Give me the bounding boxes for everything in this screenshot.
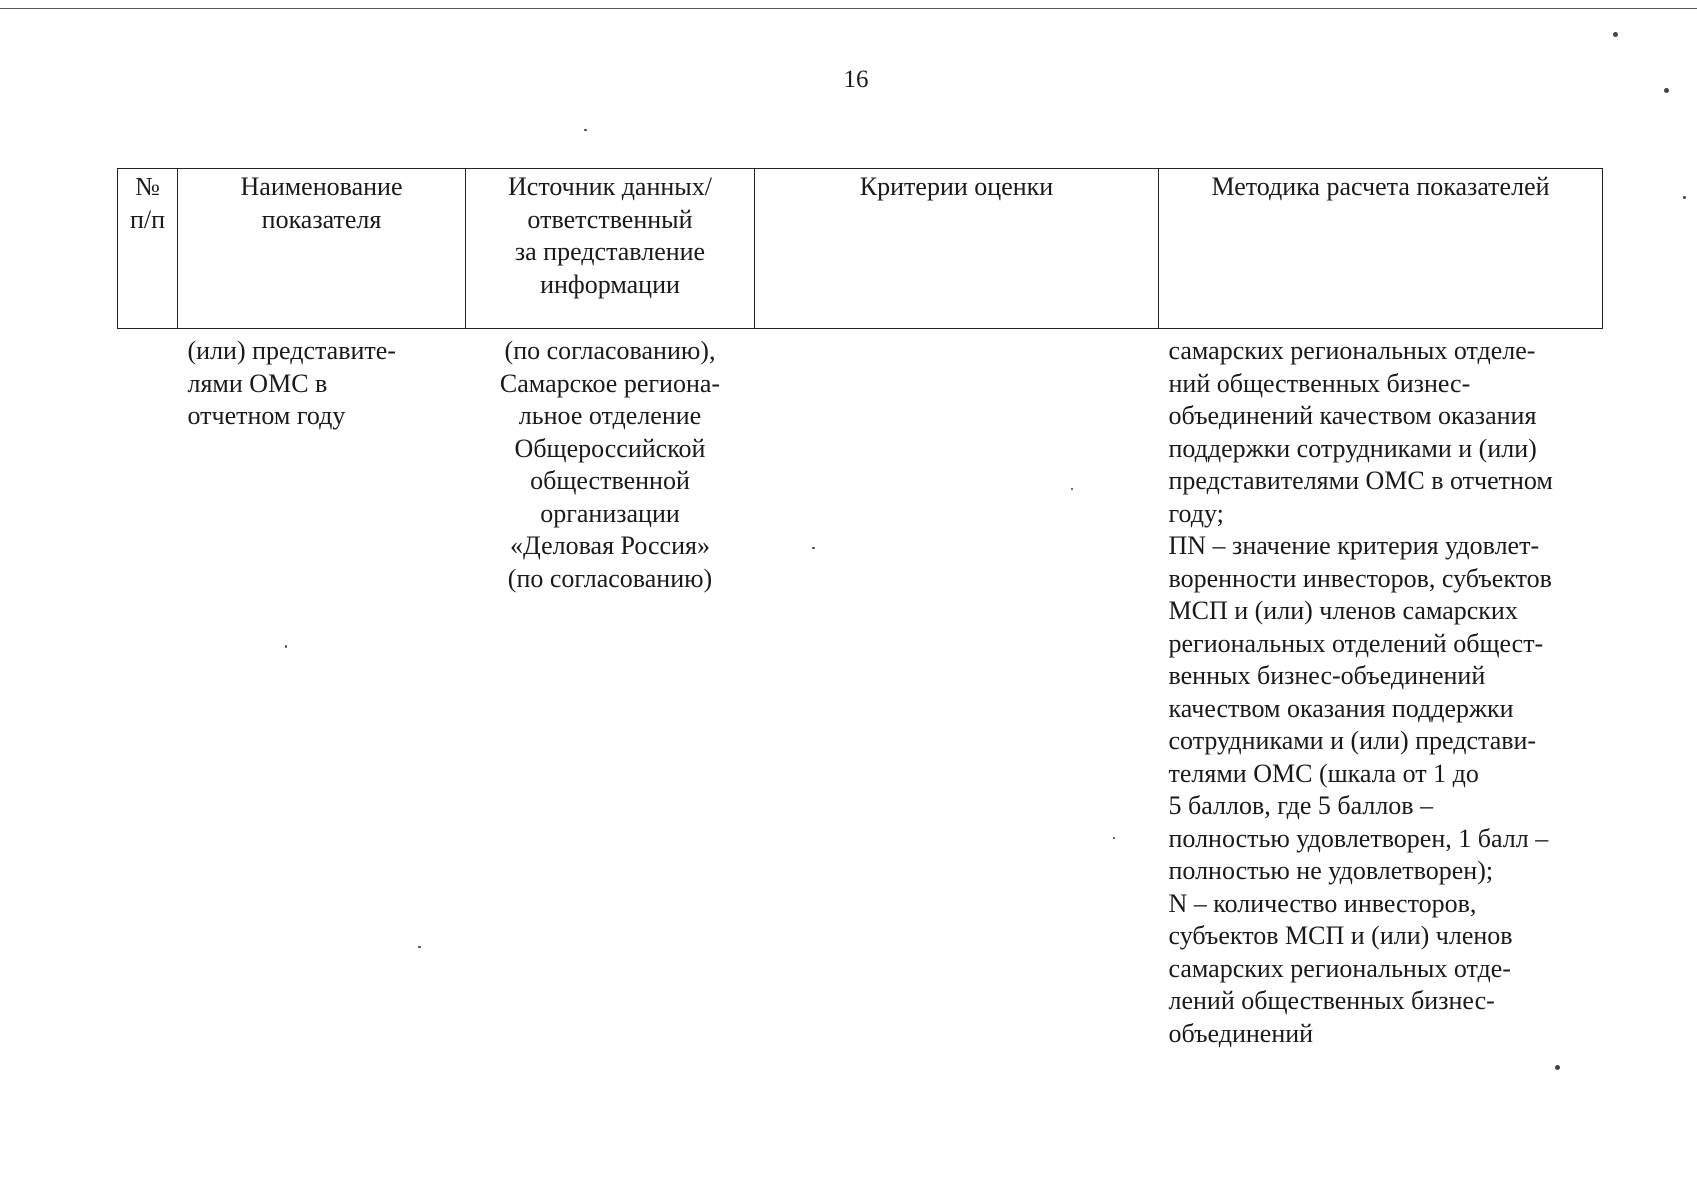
cell-name-line: лями ОМС в bbox=[187, 368, 328, 398]
scan-speck bbox=[1071, 488, 1073, 490]
cell-method-line: венных бизнес-объединений bbox=[1168, 661, 1486, 690]
header-source-line: за представление bbox=[514, 237, 706, 266]
header-num bbox=[118, 169, 178, 329]
table-header bbox=[118, 169, 1603, 329]
cell-method-line: представителями ОМС в отчетном bbox=[1168, 466, 1553, 495]
cell-method-line: самарских региональных отделе- bbox=[1168, 336, 1536, 365]
cell-method-line: объединений качеством оказания bbox=[1168, 401, 1537, 430]
scan-speck bbox=[418, 946, 421, 948]
cell-method bbox=[1159, 329, 1603, 1051]
header-source-line: информации bbox=[540, 269, 680, 299]
cell-method-line: ПN – значение критерия удовлет- bbox=[1168, 531, 1540, 560]
cell-source bbox=[466, 329, 755, 1051]
cell-method-line: качеством оказания поддержки bbox=[1168, 693, 1514, 723]
cell-name bbox=[178, 329, 466, 1051]
cell-source-line: льное отделение bbox=[518, 401, 702, 430]
scan-speck bbox=[1113, 837, 1115, 839]
cell-method-line: региональных отделений общест- bbox=[1168, 628, 1544, 658]
cell-method-line: воренности инвесторов, субъектов bbox=[1168, 563, 1552, 593]
header-source-line: Источник данных/ bbox=[508, 172, 712, 201]
scan-speck bbox=[812, 547, 815, 549]
header-source bbox=[466, 169, 755, 329]
cell-method-line: субъектов МСП и (или) членов bbox=[1168, 921, 1513, 950]
table-body bbox=[118, 329, 1603, 1051]
header-method-line: Методика расчета показателей bbox=[1211, 172, 1550, 201]
cell-method-line: поддержки сотрудниками и (или) bbox=[1168, 433, 1537, 463]
header-name bbox=[178, 169, 466, 329]
scan-speck bbox=[584, 129, 587, 131]
cell-method-line: сотрудниками и (или) представи- bbox=[1168, 726, 1537, 755]
header-name-line: показателя bbox=[261, 204, 382, 234]
cell-num bbox=[118, 329, 178, 1051]
cell-source-line: (по согласованию), bbox=[504, 336, 716, 365]
header-row bbox=[118, 169, 1603, 329]
cell-source-line: (по согласованию) bbox=[507, 563, 713, 593]
table-row bbox=[118, 329, 1603, 1051]
header-name-line: Наименование bbox=[240, 172, 403, 201]
cell-method-line: самарских региональных отде- bbox=[1168, 953, 1511, 983]
header-num-line: № bbox=[135, 172, 160, 201]
cell-method-line: полностью не удовлетворен); bbox=[1168, 856, 1494, 885]
scan-top-border-line bbox=[0, 8, 1697, 9]
cell-method-line: N – количество инвесторов, bbox=[1168, 888, 1477, 918]
header-criteria-line: Критерии оценки bbox=[859, 172, 1054, 201]
scan-speck bbox=[1555, 1065, 1560, 1070]
cell-name-line: отчетном году bbox=[187, 401, 346, 430]
cell-criteria bbox=[755, 329, 1159, 1051]
cell-method-line: полностью удовлетворен, 1 балл – bbox=[1168, 823, 1549, 853]
cell-source-line: Самарское региона- bbox=[499, 368, 721, 398]
header-source-line: ответственный bbox=[527, 204, 693, 234]
page-number: 16 bbox=[843, 66, 869, 93]
cell-method-line: телями ОМС (шкала от 1 до bbox=[1168, 758, 1479, 788]
cell-source-line: Общероссийской bbox=[514, 433, 706, 463]
cell-method-line: лений общественных бизнес- bbox=[1168, 986, 1495, 1015]
cell-name-line: (или) представите- bbox=[187, 336, 396, 365]
scan-speck bbox=[1613, 32, 1618, 37]
cell-method-line: МСП и (или) членов самарских bbox=[1168, 596, 1518, 625]
indicators-table bbox=[117, 168, 1603, 1050]
cell-method-line: объединений bbox=[1168, 1018, 1314, 1048]
cell-method-line: 5 баллов, где 5 баллов – bbox=[1168, 791, 1434, 820]
scan-speck bbox=[1683, 196, 1686, 199]
cell-method-line: году; bbox=[1168, 498, 1224, 528]
cell-source-line: общественной bbox=[530, 466, 690, 495]
scan-speck bbox=[1664, 88, 1669, 93]
cell-method-line: ний общественных бизнес- bbox=[1168, 368, 1471, 398]
cell-source-line: «Деловая Россия» bbox=[510, 531, 710, 560]
cell-source-line: организации bbox=[540, 498, 680, 528]
scan-speck bbox=[285, 645, 287, 648]
header-num-line: п/п bbox=[129, 204, 166, 234]
header-criteria bbox=[755, 169, 1159, 329]
header-method bbox=[1159, 169, 1603, 329]
